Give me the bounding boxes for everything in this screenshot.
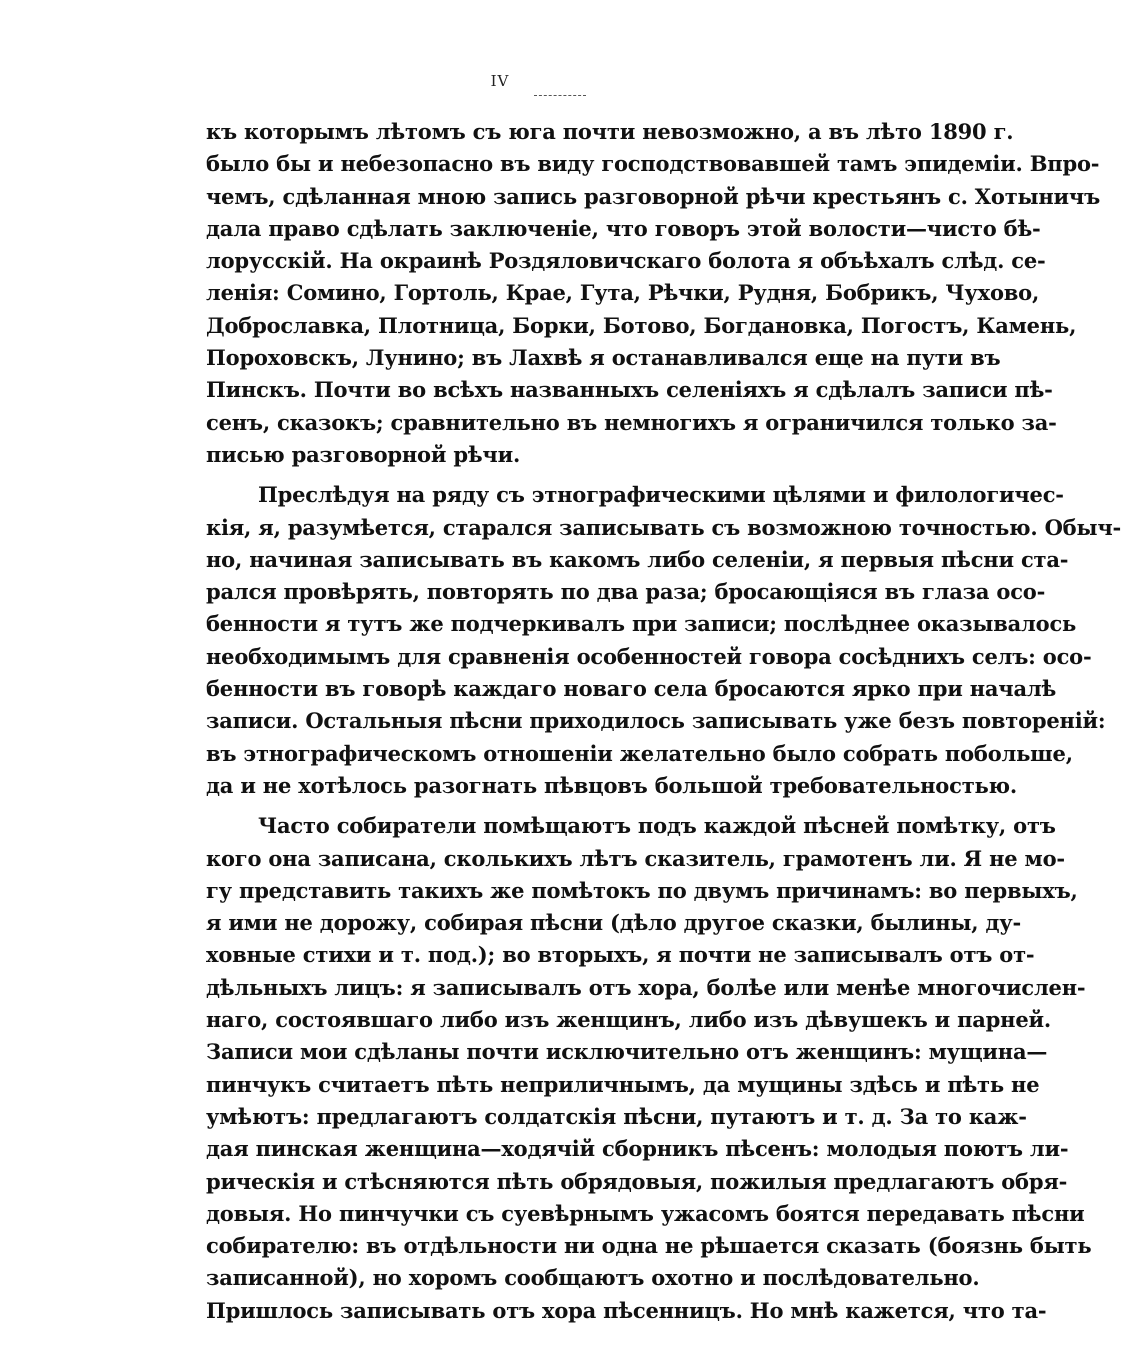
text-line: собирателю: въ отдѣльности ни одна не рѣшается сказать (боязнь быть: [206, 1233, 1092, 1259]
text-line: въ этнографическомъ отношеніи желательно было собрать побольше,: [206, 740, 1073, 766]
text-line: бенности я тутъ же подчеркивалъ при записи; послѣднее оказывалось: [206, 611, 1077, 637]
text-line: рался провѣрять, повторять по два раза; бросающіяся въ глаза осо-: [206, 579, 1046, 605]
text-line: гу представить такихъ же помѣтокъ по двумъ причинамъ: во первыхъ,: [206, 877, 1078, 903]
text-line: записанной), но хоромъ сообщаютъ охотно и послѣдовательно.: [206, 1265, 980, 1291]
text-line: Пришлось записывать отъ хора пѣсенницъ. Но мнѣ кажется, что та-: [206, 1297, 1047, 1323]
body-text: [206, 116, 1121, 1327]
text-line: рическія и стѣсняются пѣть обрядовыя, пожилыя предлагаютъ обря-: [206, 1168, 1068, 1194]
text-line: умѣютъ: предлагаютъ солдатскія пѣсни, путаютъ и т. д. За то каж-: [206, 1103, 1027, 1129]
text-line: Пинскъ. Почти во всѣхъ названныхъ селеніяхъ я сдѣлалъ записи пѣ-: [206, 377, 1053, 403]
text-line: сенъ, сказокъ; сравнительно въ немногихъ я ограничился только за-: [206, 409, 1057, 435]
text-line: но, начиная записывать въ какомъ либо селеніи, я первыя пѣсни ста-: [206, 546, 1069, 572]
text-line: Преслѣдуя на ряду съ этнографическими цѣлями и филологичес-: [258, 482, 1064, 508]
text-line: Доброславка, Плотница, Борки, Ботово, Богдановка, Погостъ, Камень,: [206, 312, 1077, 338]
page-number-rule: [534, 95, 586, 96]
text-line: я ими не дорожу, собирая пѣсни (дѣло другое сказки, былины, ду-: [206, 910, 1022, 936]
text-line: ленія: Сомино, Гортоль, Крае, Гута, Рѣчки, Рудня, Бобрикъ, Чухово,: [206, 280, 1040, 306]
paragraph-2: [206, 479, 1121, 802]
paragraph-3: [206, 810, 1092, 1327]
text-line: лорусскій. На окраинѣ Роздяловичскаго болота я объѣхалъ слѣд. се-: [206, 248, 1046, 274]
text-line: дая пинская женщина—ходячій сборникъ пѣсенъ: молодыя поютъ ли-: [206, 1136, 1069, 1162]
text-line: Пороховскъ, Лунино; въ Лахвѣ я останавливался еще на пути въ: [206, 345, 1001, 371]
text-line: чемъ, сдѣланная мною запись разговорной рѣчи крестьянъ с. Хотыничъ: [206, 183, 1100, 209]
text-line: наго, состоявшаго либо изъ женщинъ, либо изъ дѣвушекъ и парней.: [206, 1007, 1051, 1033]
text-line: къ которымъ лѣтомъ съ юга почти невозможно, а въ лѣто 1890 г.: [206, 119, 1014, 144]
text-line: Часто собиратели помѣщаютъ подъ каждой пѣсней помѣтку, отъ: [258, 813, 1056, 839]
text-line: было бы и небезопасно въ виду господствовавшей тамъ эпидеміи. Впро-: [206, 151, 1100, 177]
text-line: писью разговорной рѣчи.: [206, 441, 521, 467]
text-line: дала право сдѣлать заключеніе, что говоръ этой волости—чисто бѣ-: [206, 215, 1041, 241]
text-line: кія, я, разумѣется, старался записывать съ возможною точностью. Обыч-: [206, 514, 1121, 540]
text-line: кого она записана, сколькихъ лѣтъ сказитель, грамотенъ ли. Я не мо-: [206, 845, 1065, 871]
text-line: пинчукъ считаетъ пѣть неприличнымъ, да мущины здѣсь и пѣть не: [206, 1071, 1040, 1097]
text-line: Записи мои сдѣланы почти исключительно отъ женщинъ: мущина—: [206, 1039, 1048, 1065]
text-line: довыя. Но пинчучки съ суевѣрнымъ ужасомъ боятся передавать пѣсни: [206, 1200, 1085, 1226]
text-line: ховные стихи и т. под.); во вторыхъ, я почти не записывалъ отъ от-: [206, 942, 1035, 968]
paragraph-1: [206, 116, 1100, 471]
page-number: IV: [490, 72, 510, 90]
text-line: записи. Остальныя пѣсни приходилось записывать уже безъ повтореній:: [206, 708, 1106, 734]
text-line: бенности въ говорѣ каждаго новаго села бросаются ярко при началѣ: [206, 676, 1057, 702]
text-line: дѣльныхъ лицъ: я записывалъ отъ хора, болѣе или менѣе многочислен-: [206, 974, 1086, 1000]
text-line: необходимымъ для сравненія особенностей говора сосѣднихъ селъ: осо-: [206, 643, 1092, 669]
text-line: да и не хотѣлось разогнать пѣвцовъ большой требовательностью.: [206, 772, 1018, 798]
